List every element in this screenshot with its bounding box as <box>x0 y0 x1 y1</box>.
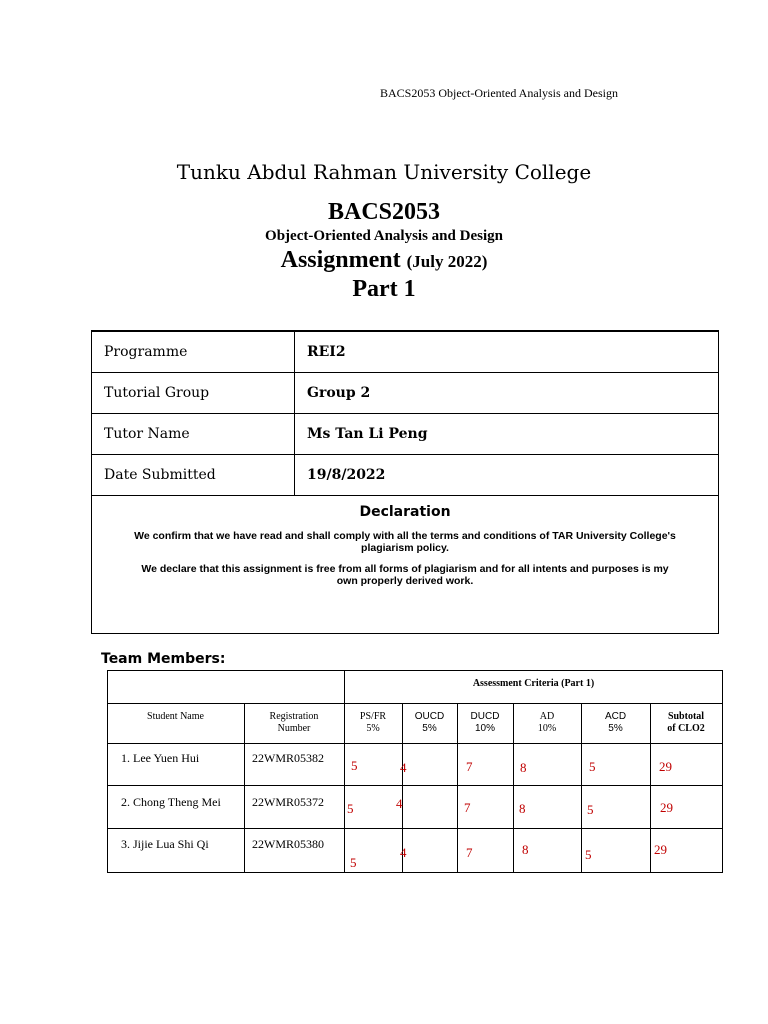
score-ducd: 7 <box>466 845 473 860</box>
assignment-session: (July 2022) <box>406 252 488 271</box>
registration-number: 22WMR05372 <box>252 795 324 809</box>
col-ducd-line1: DUCD <box>470 711 500 722</box>
table-border <box>107 872 723 873</box>
assignment-part: Part 1 <box>352 276 416 302</box>
score-psfr: 5 <box>351 758 358 773</box>
student-name: 2. Chong Theng Mei <box>121 795 221 809</box>
score-oucd: 4 <box>400 845 407 860</box>
col-subtotal-line2: of CLO2 <box>667 723 705 734</box>
table-border <box>107 828 723 829</box>
score-ad: 8 <box>519 801 526 816</box>
university-name: Tunku Abdul Rahman University College <box>176 160 592 184</box>
col-psfr-line2: 5% <box>366 723 380 734</box>
col-oucd-line1: OUCD <box>414 711 445 722</box>
table-border <box>107 743 723 744</box>
col-acd <box>581 711 650 735</box>
info-value: Ms Tan Li Peng <box>295 414 719 455</box>
score-ducd: 7 <box>466 759 473 774</box>
declaration-text-2: We declare that this assignment is free from all forms of plagiarism and for all intents and purposes is my own properly derived work. <box>141 563 669 587</box>
score-subtotal: 29 <box>654 842 667 857</box>
col-psfr <box>344 711 402 735</box>
info-value: REI2 <box>295 331 719 373</box>
col-student-name: Student Name <box>147 711 204 722</box>
declaration-text-1: We confirm that we have read and shall comply with all the terms and conditions of TAR University College's plagiarism policy. <box>134 530 676 554</box>
team-members-heading: Team Members: <box>101 651 226 667</box>
assessment-table <box>107 670 723 873</box>
declaration-box <box>92 496 719 634</box>
info-label: Tutorial Group <box>92 373 295 414</box>
info-row-tutorial-group <box>92 373 719 414</box>
col-acd-line2: 5% <box>608 723 623 734</box>
col-ducd <box>457 711 513 735</box>
declaration-row <box>92 496 719 634</box>
score-ducd: 7 <box>464 800 471 815</box>
course-title: Object-Oriented Analysis and Design <box>265 228 503 244</box>
info-row-tutor-name <box>92 414 719 455</box>
col-registration <box>244 711 344 735</box>
score-ad: 8 <box>520 760 527 775</box>
col-ad-line2: 10% <box>537 723 557 734</box>
col-subtotal <box>650 711 722 735</box>
assignment-label: Assignment <box>280 247 401 273</box>
info-label: Tutor Name <box>92 414 295 455</box>
score-oucd: 4 <box>396 796 403 811</box>
student-name: 3. Jijie Lua Shi Qi <box>121 837 209 851</box>
info-label: Programme <box>92 331 295 373</box>
info-label: Date Submitted <box>92 455 295 496</box>
registration-number: 22WMR05382 <box>252 751 324 765</box>
submission-info-table <box>91 330 719 634</box>
table-border <box>344 670 345 873</box>
table-border <box>107 670 108 873</box>
score-subtotal: 29 <box>659 759 672 774</box>
col-registration-line1: Registration <box>269 711 319 722</box>
col-subtotal-line1: Subtotal <box>667 711 705 722</box>
table-border <box>107 670 723 671</box>
declaration-title: Declaration <box>359 504 451 520</box>
score-acd: 5 <box>585 847 592 862</box>
score-psfr: 5 <box>350 855 357 870</box>
info-value: Group 2 <box>295 373 719 414</box>
col-registration-line2: Number <box>277 723 311 734</box>
col-ad <box>513 711 581 735</box>
col-oucd-line2: 5% <box>422 723 437 734</box>
table-border <box>107 703 723 704</box>
table-border <box>722 670 723 873</box>
info-row-date-submitted <box>92 455 719 496</box>
course-code: BACS2053 <box>327 199 441 225</box>
criteria-header: Assessment Criteria (Part 1) <box>472 678 595 689</box>
col-oucd <box>402 711 457 735</box>
assignment-title <box>0 247 768 274</box>
score-subtotal: 29 <box>660 800 673 815</box>
student-name: 1. Lee Yuen Hui <box>121 751 200 765</box>
score-ad: 8 <box>522 842 529 857</box>
score-acd: 5 <box>587 802 594 817</box>
score-psfr: 5 <box>347 801 354 816</box>
col-psfr-line1: PS/FR <box>359 711 387 722</box>
table-border <box>107 785 723 786</box>
registration-number: 22WMR05380 <box>252 837 324 851</box>
score-acd: 5 <box>589 759 596 774</box>
page-header: BACS2053 Object-Oriented Analysis and Design <box>380 86 618 100</box>
score-oucd: 4 <box>400 760 407 775</box>
info-value: 19/8/2022 <box>295 455 719 496</box>
col-ducd-line2: 10% <box>474 723 495 734</box>
col-ad-line1: AD <box>539 711 555 722</box>
col-acd-line1: ACD <box>604 711 627 722</box>
info-row-programme <box>92 331 719 373</box>
